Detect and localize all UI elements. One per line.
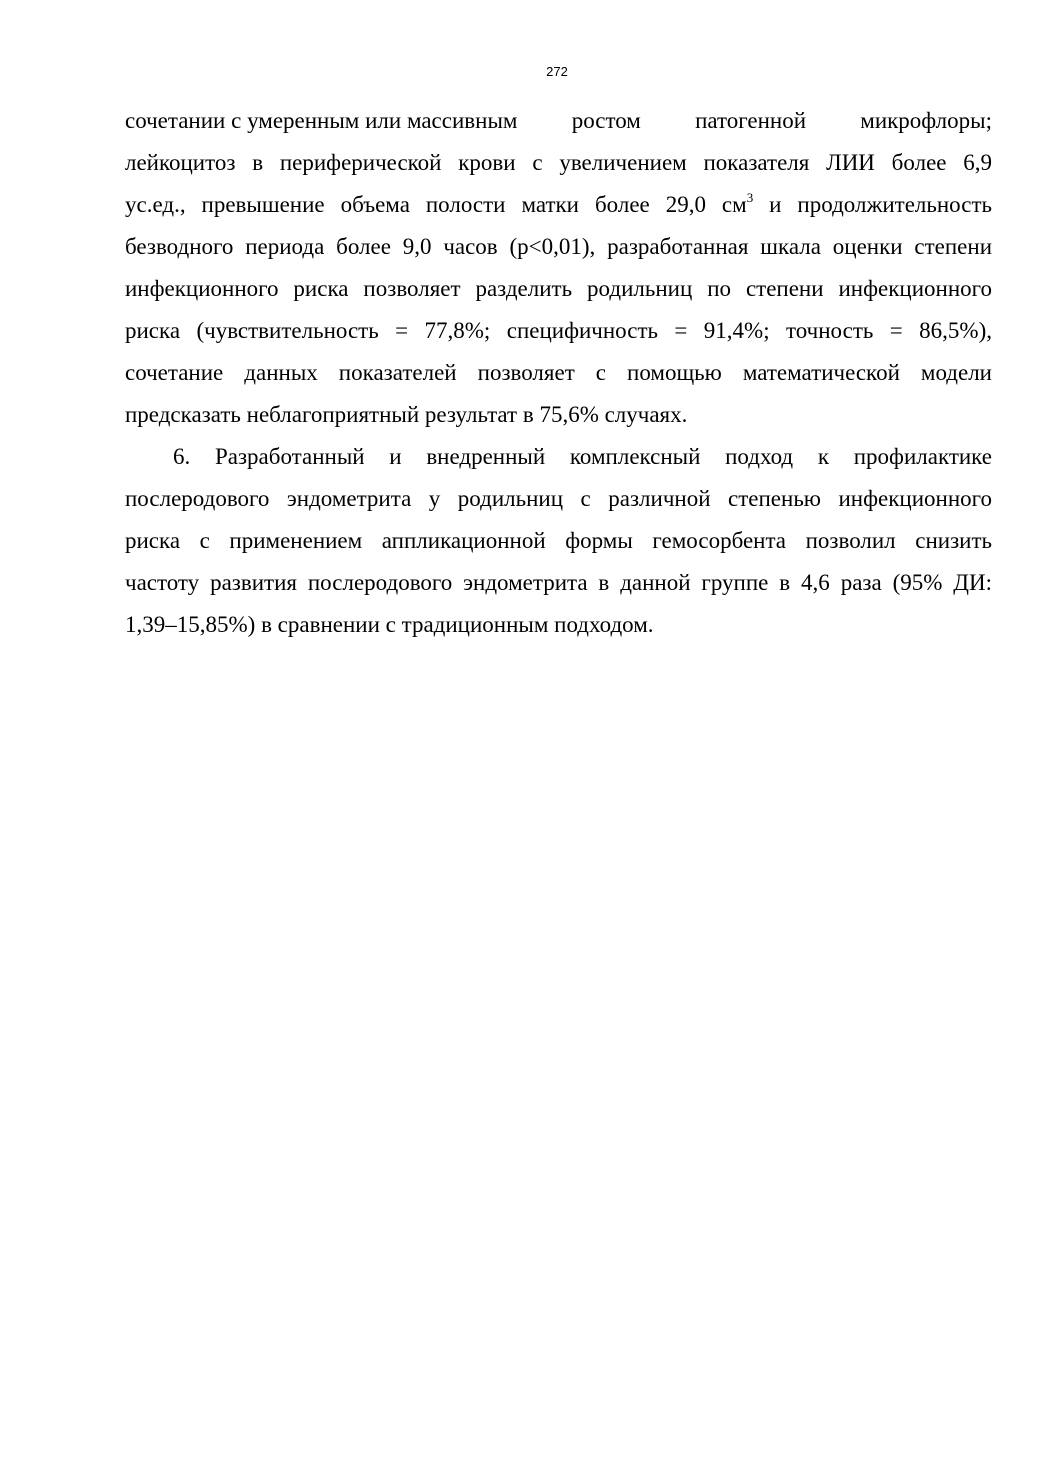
body-text	[125, 100, 992, 646]
text-line: лейкоцитоз в периферической крови с увеличением показателя ЛИИ более 6,9	[125, 150, 992, 175]
text-line: послеродового эндометрита у родильниц с различной степенью инфекционного	[125, 486, 992, 511]
text-line: 6. Разработанный и внедренный комплексный подход к профилактике	[173, 444, 992, 469]
text-line: безводного периода более 9,0 часов (р<0,01), разработанная шкала оценки степени	[125, 234, 992, 259]
text-line: сочетание данных показателей позволяет с помощью математической модели	[125, 360, 992, 385]
text-line	[125, 100, 992, 142]
text-segment: сочетании с умеренным или массивным	[125, 108, 518, 133]
text-line: риска (чувствительность = 77,8%; специфичность = 91,4%; точность = 86,5%),	[125, 318, 992, 343]
text-line: риска с применением аппликационной формы гемосорбента позволил снизить	[125, 528, 992, 553]
text-line: 1,39–15,85%) в сравнении с традиционным подходом.	[125, 612, 654, 637]
superscript: 3	[746, 190, 754, 205]
text-line: предсказать неблагоприятный результат в 75,6% случаях.	[125, 402, 688, 427]
page-number: 272	[546, 64, 568, 79]
text-segment: микрофлоры;	[860, 108, 992, 133]
text-line	[125, 184, 992, 226]
text-segment: и продолжительность	[753, 192, 992, 217]
text-segment: ростом	[571, 108, 641, 133]
text-line: частоту развития послеродового эндометрита в данной группе в 4,6 раза (95% ДИ:	[125, 570, 992, 595]
text-segment: патогенной	[695, 108, 807, 133]
text-segment: ус.ед., превышение объема полости матки более 29,0 см	[125, 192, 747, 217]
text-line: инфекционного риска позволяет разделить родильниц по степени инфекционного	[125, 276, 992, 301]
